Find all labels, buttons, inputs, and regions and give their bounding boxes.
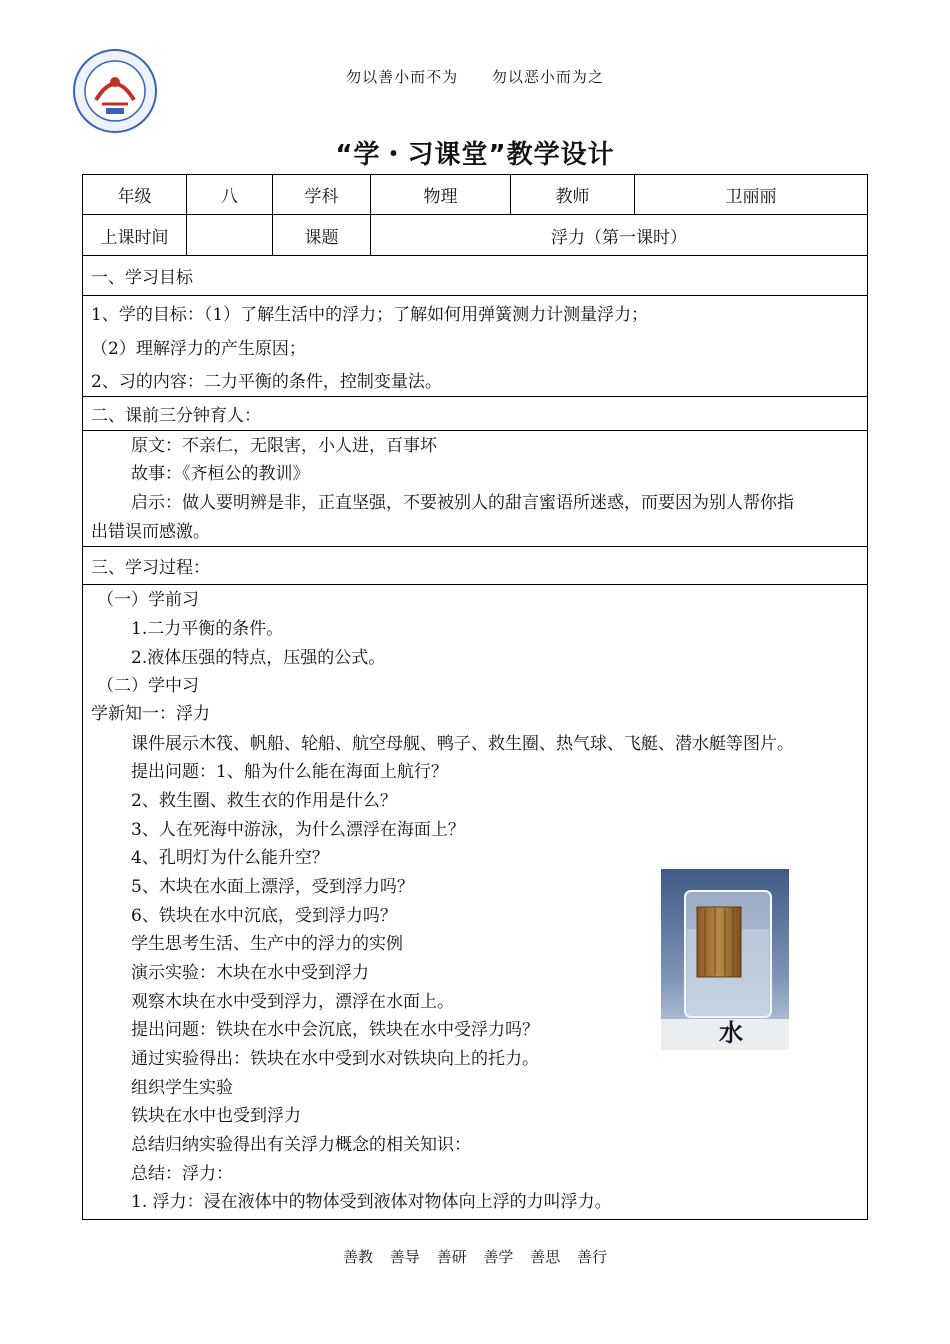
process-line: 演示实验：木块在水中受到浮力 [131,963,369,983]
process-line: 观察木块在水中受到浮力，漂浮在水面上。 [131,992,454,1012]
process-line: 2、救生圈、救生衣的作用是什么？ [131,791,397,811]
subject-label: 学科 [273,175,371,214]
process-line: （一）学前习 [97,590,199,610]
topic-label: 课题 [273,215,371,255]
subject-value: 物理 [371,175,511,214]
experiment-image [661,869,789,1050]
process-line: 2.液体压强的特点，压强的公式。 [131,648,386,668]
objective-line: （2）理解浮力的产生原因； [91,339,306,359]
section2-body [83,431,867,547]
process-line: 总结：浮力： [131,1164,233,1184]
footer-item: 善导 [389,1248,420,1266]
teacher-label: 教师 [511,175,635,214]
footer-values [0,1246,950,1267]
objective-line: 1、学的目标：（1）了解生活中的浮力；了解如何用弹簧测力计测量浮力； [91,305,649,325]
process-line: 学新知一：浮力 [91,704,210,724]
school-logo [72,48,158,134]
process-line: 1.二力平衡的条件。 [131,619,284,639]
motto-left: 勿以善小而不为 [346,68,459,86]
time-value [187,215,273,255]
footer-item: 善行 [576,1248,607,1266]
objective-line: 2、习的内容：二力平衡的条件，控制变量法。 [91,372,442,392]
process-line: 总结归纳实验得出有关浮力概念的相关知识： [131,1135,471,1155]
footer-item: 善思 [530,1248,561,1266]
footer-item: 善教 [343,1248,374,1266]
info-row-1 [83,175,867,215]
page-title: “学・习课堂”教学设计 [335,140,615,170]
moral-line: 原文：不亲仁，无限害，小人进，百事坏 [131,436,437,456]
lesson-plan-table [82,174,868,1220]
moral-line: 启示：做人要明辨是非，正直坚强，不要被别人的甜言蜜语所迷惑，而要因为别人帮你指 [131,493,794,513]
process-line: 3、人在死海中游泳，为什么漂浮在海面上？ [131,820,465,840]
process-line: 提出问题：铁块在水中会沉底，铁块在水中受浮力吗？ [131,1020,539,1040]
process-line: （二）学中习 [97,676,199,696]
process-line: 组织学生实验 [131,1078,233,1098]
process-line: 5、木块在水面上漂浮，受到浮力吗？ [131,877,414,897]
grade-label: 年级 [83,175,187,214]
process-line: 4、孔明灯为什么能升空？ [131,848,329,868]
process-line: 提出问题：1、船为什么能在海面上航行？ [131,762,448,782]
topic-value: 浮力（第一课时） [551,227,687,248]
section2-heading: 二、课前三分钟育人： [91,406,261,426]
process-line: 学生思考生活、生产中的浮力的实例 [131,934,403,954]
footer-item: 善研 [436,1248,467,1266]
section1-body [83,296,867,397]
section3-heading-row [83,547,867,585]
section1-heading-row [83,256,867,296]
process-line: 6、铁块在水中沉底，受到浮力吗？ [131,906,397,926]
section1-heading: 一、学习目标 [91,268,193,288]
process-line: 课件展示木筏、帆船、轮船、航空母舰、鸭子、救生圈、热气球、飞艇、潜水艇等图片。 [131,734,794,754]
process-line: 铁块在水中也受到浮力 [131,1106,301,1126]
footer-item: 善学 [483,1248,514,1266]
image-label: 水 [719,1019,743,1047]
motto-right: 勿以恶小而为之 [491,68,604,86]
teacher-value: 卫丽丽 [725,187,777,207]
section2-heading-row [83,397,867,431]
info-row-2 [83,215,867,256]
process-line: 通过实验得出：铁块在水中受到水对铁块向上的托力。 [131,1049,539,1069]
moral-line: 故事：《齐桓公的教训》 [131,464,310,484]
section3-heading: 三、学习过程： [91,558,210,578]
time-label: 上课时间 [83,215,187,255]
process-line: 1. 浮力：浸在液体中的物体受到液体对物体向上浮的力叫浮力。 [131,1192,612,1212]
moral-line: 出错误而感激。 [91,522,210,542]
motto [0,66,950,87]
grade-value: 八 [187,175,273,214]
